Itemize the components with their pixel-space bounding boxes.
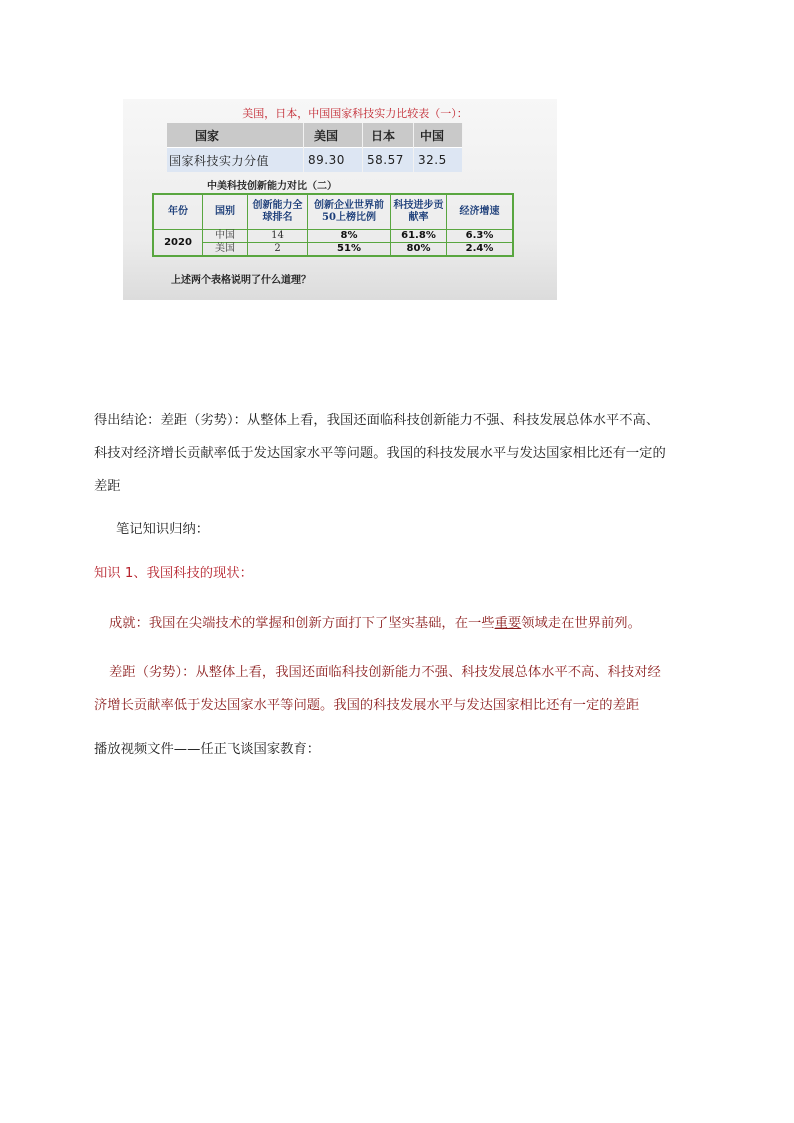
table-cell: 6.3% (447, 230, 514, 243)
knowledge-heading: 知识 1、我国科技的现状： (94, 566, 253, 581)
table-cell: 美国 (203, 243, 248, 257)
table-row (153, 243, 513, 257)
table-cell: 日本 (363, 123, 414, 148)
table-cell: 中国 (203, 230, 248, 243)
table-cell: 科技进步贡献率 (391, 194, 447, 230)
innovation-comparison-table (152, 193, 514, 257)
table-row (153, 230, 513, 243)
table-cell: 58.57 (363, 148, 414, 173)
achievement-underlined-text: 重要 (494, 616, 522, 631)
table-cell: 国别 (203, 194, 248, 230)
conclusion-line: 差距 (94, 479, 121, 494)
table-cell: 2020 (153, 230, 203, 257)
gap-line: 差距（劣势）：从整体上看，我国还面临科技创新能力不强、科技发展总体水平不高、科技对经 (109, 665, 661, 680)
conclusion-paragraph (94, 404, 706, 503)
table1-title: 美国，日本，中国国家科技实力比较表（一）： (242, 107, 468, 120)
table-header-row (153, 194, 513, 230)
table-cell: 14 (248, 230, 308, 243)
table-cell: 2.4% (447, 243, 514, 257)
table-cell: 经济增速 (447, 194, 514, 230)
table-cell: 80% (391, 243, 447, 257)
table-cell: 51% (308, 243, 391, 257)
conclusion-line: 科技对经济增长贡献率低于发达国家水平等问题。我国的科技发展水平与发达国家相比还有一定的 (94, 446, 666, 461)
video-line: 播放视频文件——任正飞谈国家教育： (94, 742, 321, 757)
table-cell: 中国 (414, 123, 463, 148)
table-cell: 61.8% (391, 230, 447, 243)
table2-title: 中美科技创新能力对比（二） (207, 181, 337, 192)
achievement-paragraph (109, 607, 641, 640)
table-cell: 国家科技实力分值 (167, 148, 304, 173)
gap-line: 济增长贡献率低于发达国家水平等问题。我国的科技发展水平与发达国家相比还有一定的差距 (94, 698, 640, 713)
table-row (167, 148, 463, 173)
notes-heading: 笔记知识归纳： (116, 522, 210, 537)
question-text: 上述两个表格说明了什么道理？ (171, 275, 311, 286)
table-header-row (167, 123, 463, 148)
table-cell: 8% (308, 230, 391, 243)
table-cell: 年份 (153, 194, 203, 230)
table-cell: 89.30 (304, 148, 363, 173)
achievement-text: 领域走在世界前列。 (521, 616, 641, 631)
table-cell: 2 (248, 243, 308, 257)
slide-image (123, 99, 557, 300)
table-cell: 创新企业世界前50上榜比例 (308, 194, 391, 230)
conclusion-line: 得出结论：差距（劣势）：从整体上看，我国还面临科技创新能力不强、科技发展总体水平不高、 (94, 413, 660, 428)
gap-paragraph (94, 656, 709, 722)
tech-strength-table (167, 123, 463, 172)
table-cell: 创新能力全球排名 (248, 194, 308, 230)
achievement-text: 成就：我国在尖端技术的掌握和创新方面打下了坚实基础，在一些 (109, 616, 495, 631)
table-cell: 美国 (304, 123, 363, 148)
table-cell: 32.5 (414, 148, 463, 173)
table-cell: 国家 (167, 123, 304, 148)
